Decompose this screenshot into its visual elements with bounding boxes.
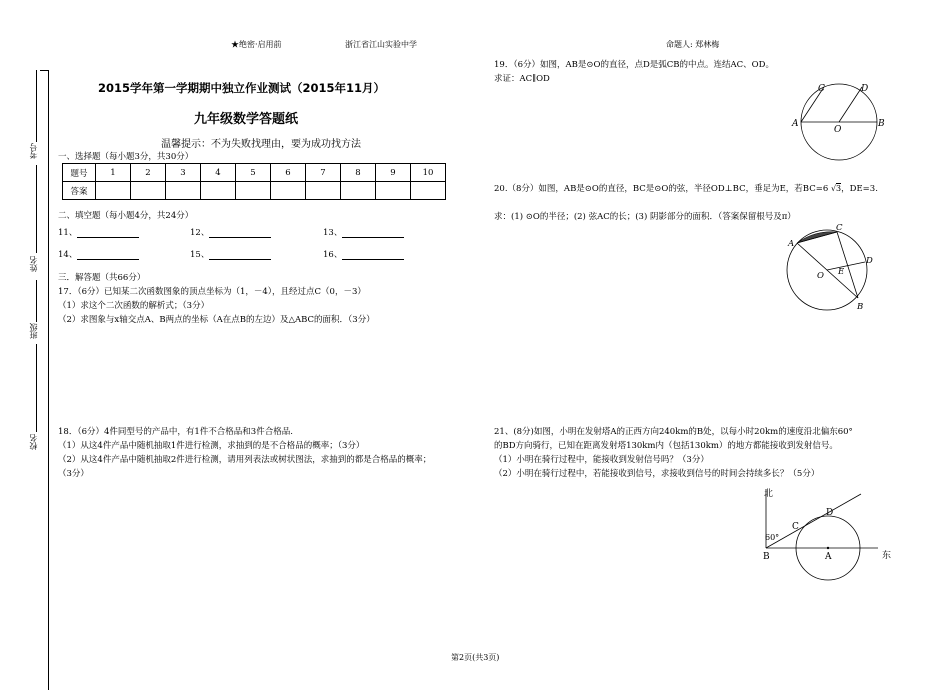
figure-19	[790, 82, 890, 162]
answer-cell[interactable]	[96, 182, 131, 200]
section1-heading: 一、选择题（每小题3分，共30分）	[58, 152, 194, 162]
label-a: A	[788, 239, 795, 249]
q21-line: （1）小明在骑行过程中，能接收到发射信号吗？（3分）	[494, 455, 709, 465]
label-b: B	[763, 552, 770, 562]
label-c: C	[818, 84, 825, 94]
label-c: C	[792, 522, 799, 532]
binding-tick	[40, 70, 49, 71]
q18-line: （3分）	[58, 469, 89, 479]
side-label-exam-number: 考号	[29, 143, 38, 159]
answer-cell[interactable]	[201, 182, 236, 200]
label-b: B	[857, 302, 864, 312]
blank-line	[342, 250, 404, 260]
page-subtitle: 九年级数学答题纸	[194, 112, 299, 127]
binding-line	[48, 70, 49, 690]
page-footer: 第2页(共3页)	[451, 653, 500, 662]
label-d: D	[826, 508, 834, 518]
section2-heading: 二、填空题（每小题4分，共24分）	[58, 211, 194, 221]
sqrt-sign: √	[830, 184, 837, 193]
side-underline	[36, 344, 37, 432]
table-cell: 2	[131, 164, 166, 182]
q19-line: 19．（6分）如图，AB是⊙O的直径，点D是弧CB的中点。连结AC、OD。	[494, 60, 774, 70]
blank-12[interactable]	[190, 226, 271, 238]
table-cell: 10	[411, 164, 446, 182]
side-label-name: 姓名	[29, 256, 38, 272]
label-a: A	[792, 119, 799, 129]
sqrt-radicand: 3	[836, 184, 842, 193]
side-underline	[36, 280, 37, 322]
q17-line: （1）求这个二次函数的解析式；（3分）	[58, 301, 210, 311]
q18-line: （2）从这4件产品中随机抽取2件进行检测，请用列表法或树状图法，求抽到的都是合格品的概率；	[58, 455, 432, 465]
blank-line	[77, 228, 139, 238]
blank-14[interactable]	[58, 248, 139, 260]
answer-cell[interactable]	[306, 182, 341, 200]
label-o: O	[817, 271, 824, 281]
answer-cell[interactable]	[131, 182, 166, 200]
q21-line: 21、(8分)如图，小明在发射塔A的正西方向240km的B处，以每小时20km的速度沿北偏东60°	[494, 427, 853, 437]
label-d: D	[861, 84, 869, 94]
blank-label: 15、	[190, 250, 210, 260]
side-label-class: 班级	[29, 323, 38, 339]
label-angle: 60°	[765, 533, 780, 542]
blank-label: 11、	[58, 228, 78, 238]
table-cell: 题号	[63, 164, 96, 182]
blank-line	[342, 228, 404, 238]
segment-od	[839, 87, 862, 122]
label-b: B	[878, 119, 885, 129]
table-row	[63, 182, 446, 200]
tower-point	[827, 547, 829, 549]
radius-od	[827, 262, 865, 270]
answer-cell[interactable]	[166, 182, 201, 200]
table-cell: 4	[201, 164, 236, 182]
q19-line: 求证：AC∥OD	[494, 74, 550, 84]
table-cell: 5	[236, 164, 271, 182]
answer-cell[interactable]	[236, 182, 271, 200]
blank-label: 12、	[190, 228, 210, 238]
blank-label: 16、	[323, 250, 343, 260]
table-cell: 9	[376, 164, 411, 182]
blank-15[interactable]	[190, 248, 271, 260]
blank-label: 13、	[323, 228, 343, 238]
blank-line	[209, 250, 271, 260]
tip-text: 温馨提示：不为失败找理由，要为成功找方法	[161, 139, 361, 150]
q18-line: 18．（6分）4件同型号的产品中，有1件不合格品和3件合格品.	[58, 427, 293, 437]
label-east: 东	[882, 551, 892, 561]
q17-line: 17．（6分）已知某二次函数图象的顶点坐标为（1，－4），且经过点C（0，－3）	[58, 287, 366, 297]
q20-text: 20.（8分）如图，AB是⊙O的直径，BC是⊙O的弦，半径OD⊥BC，垂足为E，若BC=6	[494, 184, 829, 194]
blank-line	[77, 250, 139, 260]
table-cell: 3	[166, 164, 201, 182]
label-d: D	[866, 256, 873, 266]
table-cell: 6	[271, 164, 306, 182]
q20-line	[494, 182, 878, 194]
blank-11[interactable]	[58, 226, 139, 238]
answer-cell[interactable]	[341, 182, 376, 200]
side-label-school: 校名	[29, 434, 38, 450]
table-cell: 8	[341, 164, 376, 182]
figure-21	[756, 484, 896, 582]
blank-label: 14、	[58, 250, 78, 260]
q20-text: ，DE=3.	[841, 184, 878, 194]
label-a: A	[825, 552, 832, 562]
header-author: 命题人: 郑林梅	[666, 40, 720, 49]
q21-line: 的BD方向骑行，已知在距离发射塔130km内（包括130km）的地方都能接收到发射信号。	[494, 441, 838, 451]
page-title: 2015学年第一学期期中独立作业测试（2015年11月）	[98, 81, 386, 95]
label-e: E	[838, 267, 845, 277]
label-north: 北	[764, 489, 774, 499]
header-school: 浙江省江山实验中学	[345, 40, 417, 49]
table-row	[63, 164, 446, 182]
label-o: O	[834, 125, 842, 135]
blank-16[interactable]	[323, 248, 404, 260]
answer-cell[interactable]	[271, 182, 306, 200]
label-c: C	[836, 223, 843, 233]
answer-cell[interactable]	[411, 182, 446, 200]
section3-heading: 三．解答题（共66分）	[58, 273, 146, 283]
table-cell: 答案	[63, 182, 96, 200]
route-bd	[766, 494, 861, 548]
blank-line	[209, 228, 271, 238]
table-cell: 7	[306, 164, 341, 182]
q17-line: （2）求图象与x轴交点A、B两点的坐标（A在点B的左边）及△ABC的面积．（3分）	[58, 315, 375, 325]
side-underline	[36, 70, 37, 142]
q21-line: （2）小明在骑行过程中，若能接收到信号，求接收到信号的时间会持续多长？（5分）	[494, 469, 820, 479]
table-cell: 1	[96, 164, 131, 182]
figure-20	[785, 222, 880, 314]
q18-line: （1）从这4件产品中随机抽取1件进行检测，求抽到的是不合格品的概率；（3分）	[58, 441, 365, 451]
answer-table	[62, 163, 446, 200]
side-underline	[36, 165, 37, 253]
answer-cell[interactable]	[376, 182, 411, 200]
header-secret: ★绝密·启用前	[231, 40, 282, 49]
blank-13[interactable]	[323, 226, 404, 238]
q20-line: 求：(1) ⊙O的半径；(2) 弦AC的长；(3) 阴影部分的面积．（答案保留根号及π）	[494, 212, 796, 222]
